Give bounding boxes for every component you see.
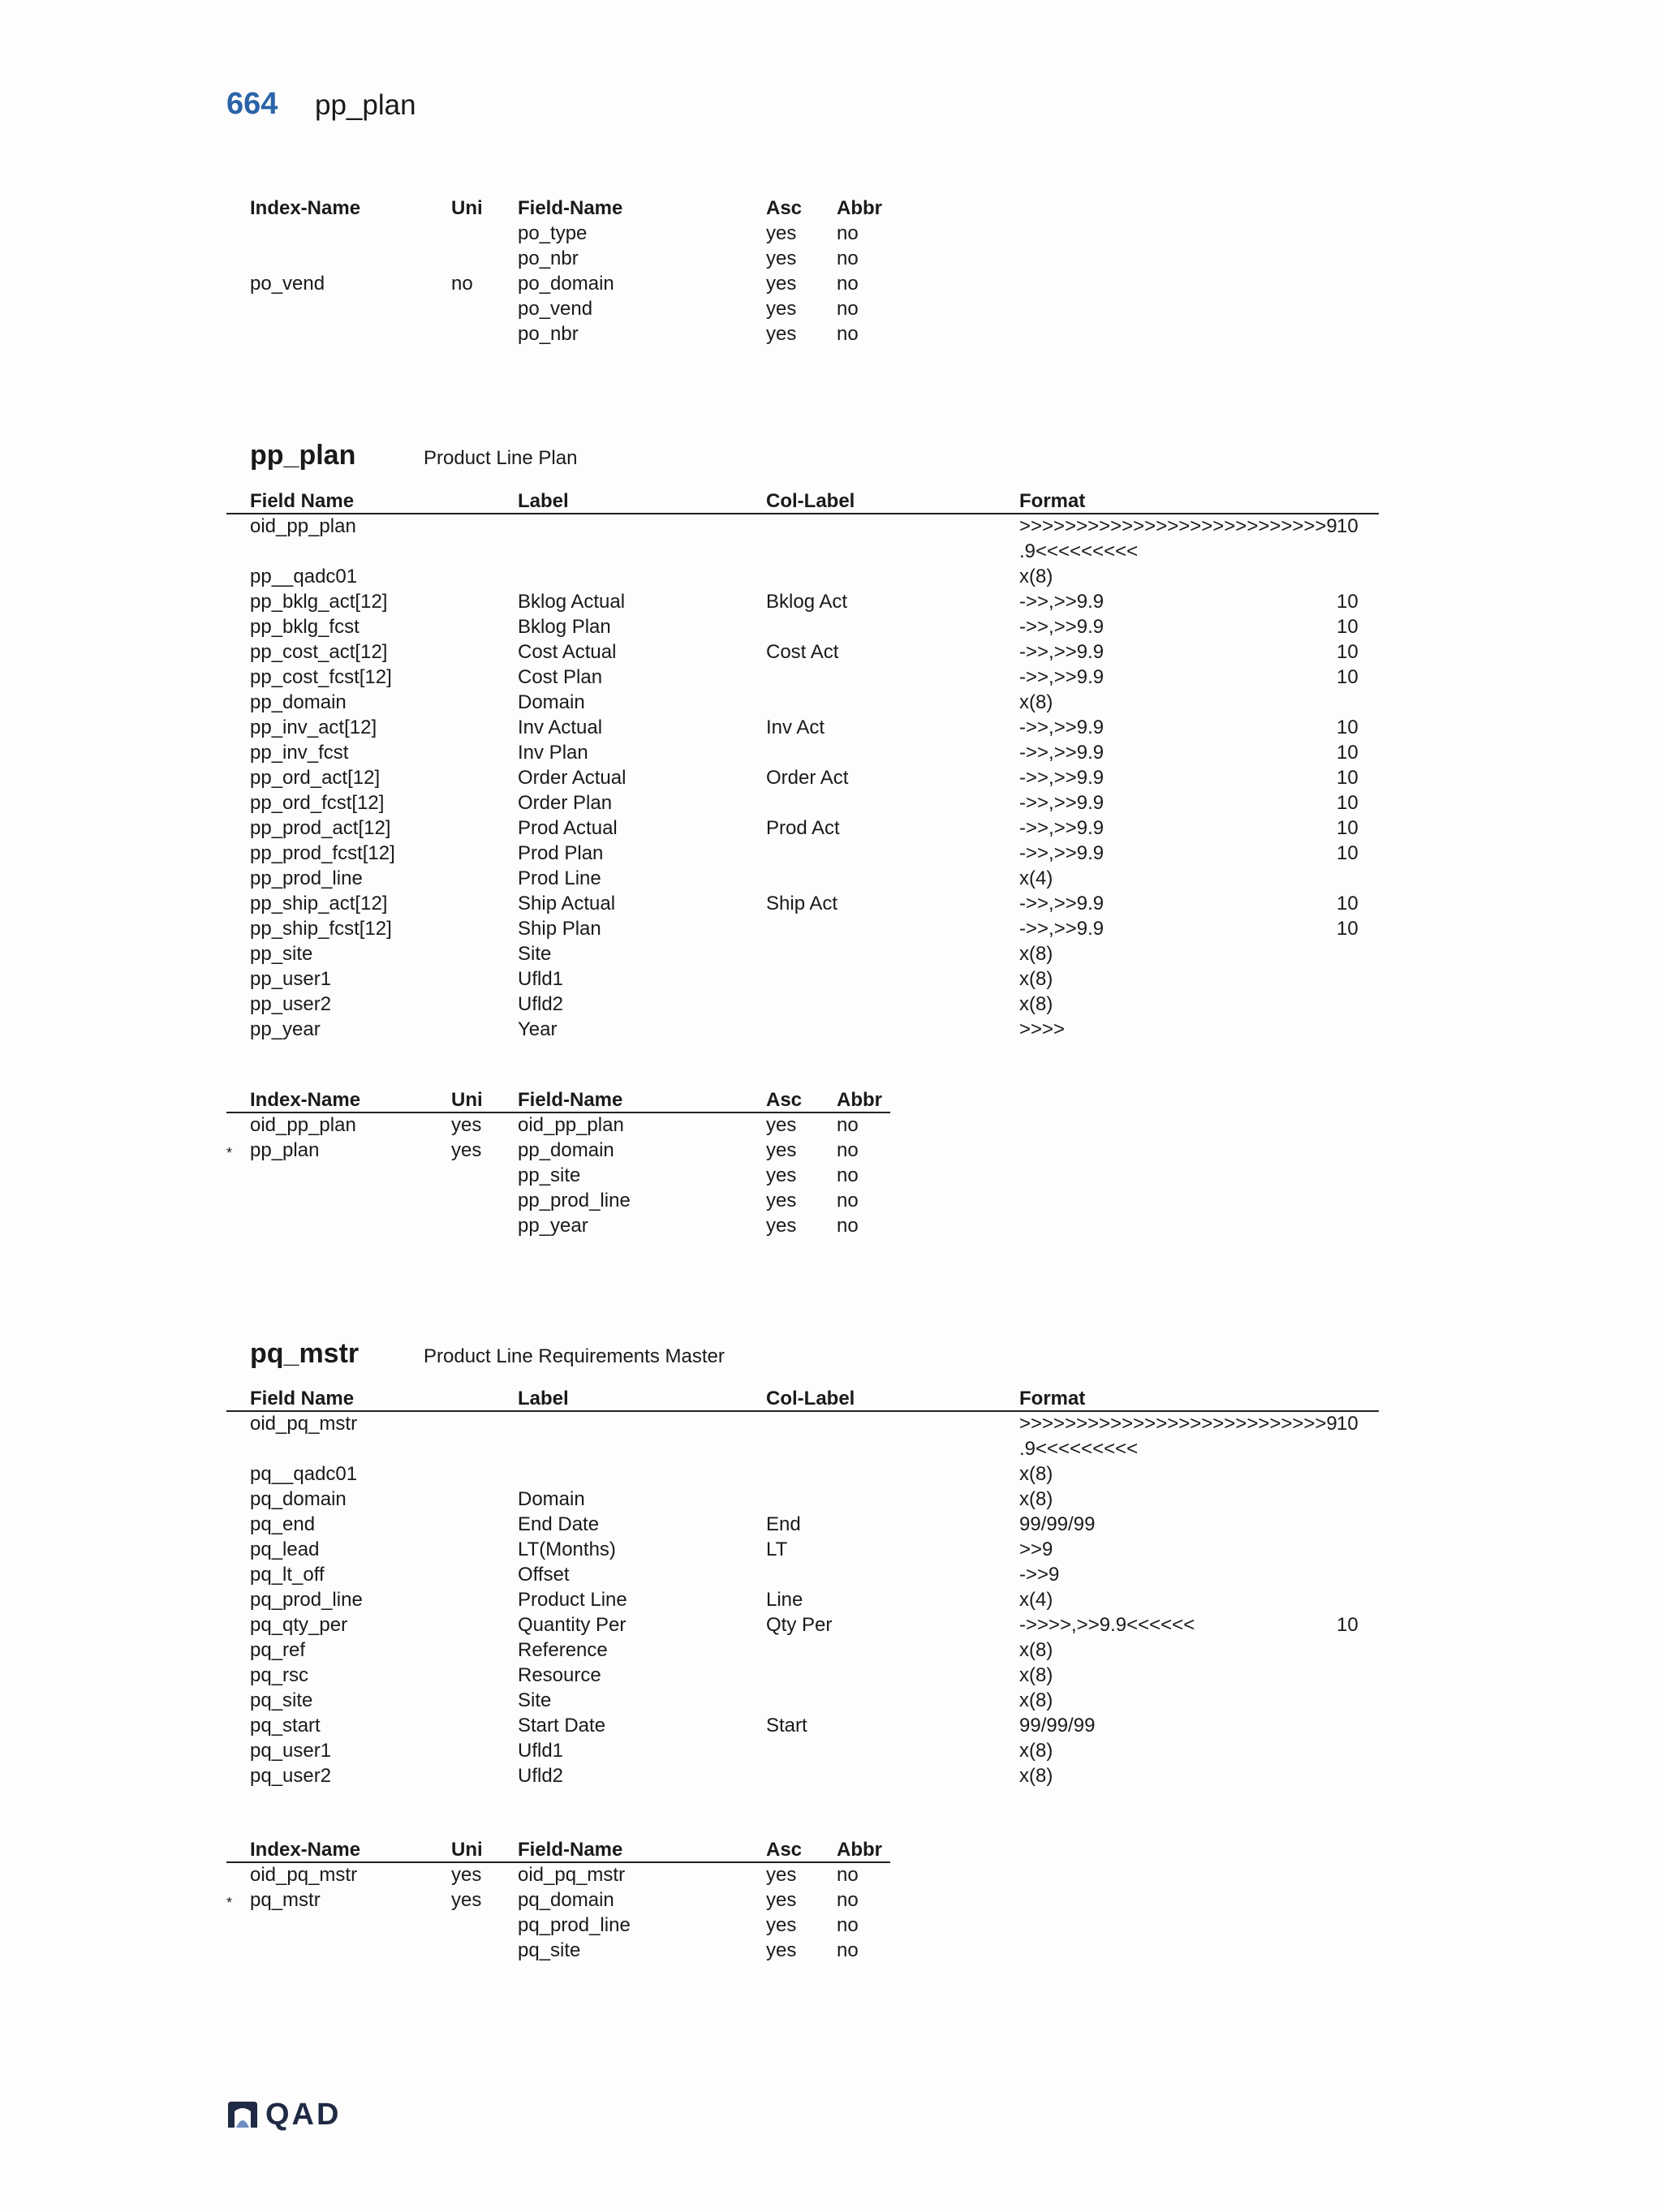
index-cell: yes — [451, 1889, 482, 1911]
index-cell: po_vend — [250, 273, 325, 295]
field-cell: 10 — [1337, 817, 1358, 839]
field-cell: 99/99/99 — [1019, 1715, 1096, 1736]
field-cell: ->>>>,>>9.9<<<<<< — [1019, 1614, 1195, 1636]
index-cell: yes — [766, 1215, 797, 1237]
index-cell: no — [837, 1864, 859, 1886]
column-header: Index-Name — [250, 197, 361, 219]
index-cell: yes — [766, 1164, 797, 1186]
index-cell: no — [837, 247, 859, 269]
field-cell: ->>,>>9.9 — [1019, 842, 1104, 864]
field-cell: pq_prod_line — [250, 1589, 363, 1611]
field-cell: pp_ord_fcst[12] — [250, 792, 385, 814]
field-cell: pq_domain — [250, 1488, 347, 1510]
field-cell: x(8) — [1019, 1689, 1053, 1711]
column-header: Uni — [451, 1089, 483, 1111]
field-cell: pp__qadc01 — [250, 566, 358, 587]
field-cell: Cost Actual — [518, 641, 617, 663]
field-cell: oid_pp_plan — [250, 515, 356, 537]
field-cell: x(8) — [1019, 1765, 1053, 1787]
field-cell: Quantity Per — [518, 1614, 626, 1636]
field-cell: pp_prod_fcst[12] — [250, 842, 395, 864]
column-header: Label — [518, 1388, 569, 1409]
index-cell: po_nbr — [518, 247, 579, 269]
field-cell: 10 — [1337, 792, 1358, 814]
field-cell: Prod Line — [518, 867, 601, 889]
field-cell: pp_ord_act[12] — [250, 767, 381, 789]
column-header: Uni — [451, 1839, 483, 1861]
field-cell: Bklog Act — [766, 591, 848, 613]
index-cell: pq_domain — [518, 1889, 614, 1911]
index-cell: yes — [451, 1114, 482, 1136]
field-cell: pq_lt_off — [250, 1564, 325, 1586]
field-cell: pp_domain — [250, 691, 347, 713]
field-cell: Order Actual — [518, 767, 626, 789]
field-cell: Offset — [518, 1564, 570, 1586]
primary-index-marker: * — [226, 1145, 233, 1161]
index-cell: yes — [766, 1190, 797, 1211]
column-header: Index-Name — [250, 1089, 361, 1111]
field-cell: pp_prod_act[12] — [250, 817, 391, 839]
field-cell: pp_user1 — [250, 968, 332, 990]
index-cell: oid_pq_mstr — [250, 1864, 358, 1886]
field-cell: pp_cost_act[12] — [250, 641, 388, 663]
field-cell: Ufld2 — [518, 1765, 564, 1787]
field-cell: pp_site — [250, 943, 313, 965]
field-cell: pq_end — [250, 1513, 316, 1535]
index-cell: no — [837, 1114, 859, 1136]
field-cell: Ufld2 — [518, 993, 564, 1015]
field-cell: 10 — [1337, 666, 1358, 688]
field-cell: ->>,>>9.9 — [1019, 717, 1104, 738]
field-cell: x(8) — [1019, 566, 1053, 587]
field-cell: Domain — [518, 691, 585, 713]
table-name-pp-plan: pp_plan — [250, 440, 356, 471]
field-cell: LT — [766, 1539, 788, 1560]
field-cell: pq_rsc — [250, 1664, 309, 1686]
field-cell: ->>,>>9.9 — [1019, 591, 1104, 613]
field-cell: >>>>>>>>>>>>>>>>>>>>>>>>>>>9 — [1019, 515, 1337, 537]
field-cell: pp_year — [250, 1018, 321, 1040]
index-cell: yes — [766, 1864, 797, 1886]
field-cell: pp_ship_act[12] — [250, 893, 388, 914]
column-header: Field Name — [250, 490, 355, 512]
page-number: 664 — [226, 87, 278, 121]
index-cell: no — [837, 1190, 859, 1211]
field-cell: pp_bklg_fcst — [250, 616, 360, 638]
column-header: Field Name — [250, 1388, 355, 1409]
column-header: Abbr — [837, 1839, 882, 1861]
field-cell: End Date — [518, 1513, 600, 1535]
field-cell: Order Act — [766, 767, 849, 789]
field-cell: Start Date — [518, 1715, 606, 1736]
table-description-pq-mstr: Product Line Requirements Master — [424, 1345, 725, 1367]
index-cell: yes — [451, 1864, 482, 1886]
index-cell: no — [837, 298, 859, 320]
field-cell: x(8) — [1019, 1740, 1053, 1762]
field-cell: ->>,>>9.9 — [1019, 918, 1104, 940]
index-cell: yes — [766, 273, 797, 295]
index-cell: no — [837, 1889, 859, 1911]
index-cell: no — [451, 273, 473, 295]
index-cell: pp_prod_line — [518, 1190, 631, 1211]
field-cell: Prod Plan — [518, 842, 604, 864]
table-description-pp-plan: Product Line Plan — [424, 447, 578, 469]
field-cell: >>>>>>>>>>>>>>>>>>>>>>>>>>>9 — [1019, 1413, 1337, 1435]
index-cell: pq_mstr — [250, 1889, 321, 1911]
field-cell: Inv Act — [766, 717, 825, 738]
index-cell: yes — [766, 1139, 797, 1161]
index-cell: po_nbr — [518, 323, 579, 345]
field-cell: Start — [766, 1715, 807, 1736]
field-cell: Line — [766, 1589, 803, 1611]
index-cell: no — [837, 1139, 859, 1161]
table-name-pq-mstr: pq_mstr — [250, 1338, 360, 1369]
field-cell: 10 — [1337, 918, 1358, 940]
field-cell: >>>> — [1019, 1018, 1066, 1040]
field-cell: Cost Act — [766, 641, 839, 663]
field-cell: Qty Per — [766, 1614, 833, 1636]
field-cell: LT(Months) — [518, 1539, 616, 1560]
field-cell: pp_inv_fcst — [250, 742, 349, 764]
page-title: pp_plan — [315, 89, 416, 121]
field-cell: 10 — [1337, 842, 1358, 864]
index-cell: pq_prod_line — [518, 1914, 631, 1936]
column-header: Index-Name — [250, 1839, 361, 1861]
column-header: Format — [1019, 1388, 1086, 1409]
field-cell: Ship Plan — [518, 918, 601, 940]
field-cell: .9<<<<<<<<< — [1019, 540, 1139, 562]
field-cell: 99/99/99 — [1019, 1513, 1096, 1535]
index-cell: pq_site — [518, 1939, 581, 1961]
field-cell: pp_prod_line — [250, 867, 363, 889]
primary-index-marker: * — [226, 1895, 233, 1911]
field-cell: x(8) — [1019, 1488, 1053, 1510]
index-cell: yes — [766, 1939, 797, 1961]
field-cell: pq_site — [250, 1689, 313, 1711]
index-cell: pp_year — [518, 1215, 588, 1237]
index-cell: yes — [766, 1889, 797, 1911]
field-cell: x(8) — [1019, 993, 1053, 1015]
field-cell: 10 — [1337, 893, 1358, 914]
field-cell: ->>,>>9.9 — [1019, 742, 1104, 764]
field-cell: Bklog Actual — [518, 591, 626, 613]
field-cell: ->>,>>9.9 — [1019, 641, 1104, 663]
field-cell: Bklog Plan — [518, 616, 611, 638]
field-cell: End — [766, 1513, 801, 1535]
field-cell: x(8) — [1019, 968, 1053, 990]
column-header: Asc — [766, 197, 803, 219]
field-cell: Ship Act — [766, 893, 838, 914]
field-cell: Ufld1 — [518, 1740, 564, 1762]
index-cell: po_type — [518, 222, 588, 244]
field-cell: Prod Actual — [518, 817, 618, 839]
column-header: Asc — [766, 1839, 803, 1861]
index-cell: yes — [766, 1114, 797, 1136]
index-cell: oid_pq_mstr — [518, 1864, 626, 1886]
field-cell: ->>,>>9.9 — [1019, 616, 1104, 638]
index-cell: no — [837, 1215, 859, 1237]
column-header: Abbr — [837, 1089, 882, 1111]
field-cell: 10 — [1337, 616, 1358, 638]
field-cell: pq_user2 — [250, 1765, 332, 1787]
index-cell: yes — [766, 247, 797, 269]
index-cell: no — [837, 222, 859, 244]
field-cell: oid_pq_mstr — [250, 1413, 358, 1435]
field-cell: ->>,>>9.9 — [1019, 817, 1104, 839]
index-cell: po_vend — [518, 298, 593, 320]
field-cell: 10 — [1337, 1614, 1358, 1636]
index-cell: yes — [766, 1914, 797, 1936]
field-cell: Site — [518, 943, 552, 965]
field-cell: 10 — [1337, 1413, 1358, 1435]
field-cell: ->>,>>9.9 — [1019, 893, 1104, 914]
index-cell: yes — [451, 1139, 482, 1161]
field-cell: 10 — [1337, 767, 1358, 789]
field-cell: pp_user2 — [250, 993, 332, 1015]
field-cell: Inv Plan — [518, 742, 588, 764]
field-cell: pq__qadc01 — [250, 1463, 358, 1485]
index-cell: no — [837, 1164, 859, 1186]
field-cell: x(8) — [1019, 1463, 1053, 1485]
field-cell: pp_ship_fcst[12] — [250, 918, 392, 940]
field-cell: Product Line — [518, 1589, 627, 1611]
field-cell: Resource — [518, 1664, 601, 1686]
field-cell: Ufld1 — [518, 968, 564, 990]
column-header: Asc — [766, 1089, 803, 1111]
column-header: Label — [518, 490, 569, 512]
field-cell: Prod Act — [766, 817, 840, 839]
index-cell: po_domain — [518, 273, 614, 295]
qad-logo-icon — [226, 2100, 259, 2129]
field-cell: Inv Actual — [518, 717, 603, 738]
column-header: Col-Label — [766, 1388, 855, 1409]
qad-logo — [226, 2098, 341, 2131]
field-cell: pp_inv_act[12] — [250, 717, 377, 738]
column-header: Uni — [451, 197, 483, 219]
field-cell: x(4) — [1019, 1589, 1053, 1611]
field-cell: pq_user1 — [250, 1740, 332, 1762]
field-cell: x(8) — [1019, 1639, 1053, 1661]
index-cell: oid_pp_plan — [250, 1114, 356, 1136]
field-cell: Cost Plan — [518, 666, 603, 688]
field-cell: x(8) — [1019, 1664, 1053, 1686]
index-cell: no — [837, 1914, 859, 1936]
field-cell: pq_qty_per — [250, 1614, 348, 1636]
field-cell: ->>9 — [1019, 1564, 1060, 1586]
column-header: Col-Label — [766, 490, 855, 512]
field-cell: 10 — [1337, 641, 1358, 663]
field-cell: >>9 — [1019, 1539, 1053, 1560]
index-cell: no — [837, 273, 859, 295]
field-cell: pp_bklg_act[12] — [250, 591, 388, 613]
field-cell: 10 — [1337, 742, 1358, 764]
field-cell: 10 — [1337, 717, 1358, 738]
field-cell: 10 — [1337, 591, 1358, 613]
field-cell: Order Plan — [518, 792, 613, 814]
field-cell: pq_start — [250, 1715, 321, 1736]
index-cell: pp_domain — [518, 1139, 614, 1161]
field-cell: 10 — [1337, 515, 1358, 537]
index-cell: no — [837, 1939, 859, 1961]
index-cell: no — [837, 323, 859, 345]
field-cell: Ship Actual — [518, 893, 616, 914]
index-cell: pp_plan — [250, 1139, 320, 1161]
field-cell: pq_ref — [250, 1639, 306, 1661]
field-cell: pq_lead — [250, 1539, 320, 1560]
index-cell: oid_pp_plan — [518, 1114, 624, 1136]
index-cell: yes — [766, 222, 797, 244]
field-cell: pp_cost_fcst[12] — [250, 666, 392, 688]
column-header: Format — [1019, 490, 1086, 512]
index-cell: yes — [766, 298, 797, 320]
field-cell: ->>,>>9.9 — [1019, 792, 1104, 814]
field-cell: Domain — [518, 1488, 585, 1510]
field-cell: .9<<<<<<<<< — [1019, 1438, 1139, 1460]
column-header: Field-Name — [518, 1839, 623, 1861]
column-header: Field-Name — [518, 197, 623, 219]
field-cell: ->>,>>9.9 — [1019, 767, 1104, 789]
field-cell: Site — [518, 1689, 552, 1711]
column-header: Abbr — [837, 197, 882, 219]
field-cell: x(8) — [1019, 691, 1053, 713]
field-cell: ->>,>>9.9 — [1019, 666, 1104, 688]
field-cell: Reference — [518, 1639, 608, 1661]
column-header: Field-Name — [518, 1089, 623, 1111]
field-cell: x(8) — [1019, 943, 1053, 965]
index-cell: pp_site — [518, 1164, 581, 1186]
index-cell: yes — [766, 323, 797, 345]
logo-text: QAD — [265, 2097, 342, 2132]
field-cell: Year — [518, 1018, 558, 1040]
field-cell: x(4) — [1019, 867, 1053, 889]
